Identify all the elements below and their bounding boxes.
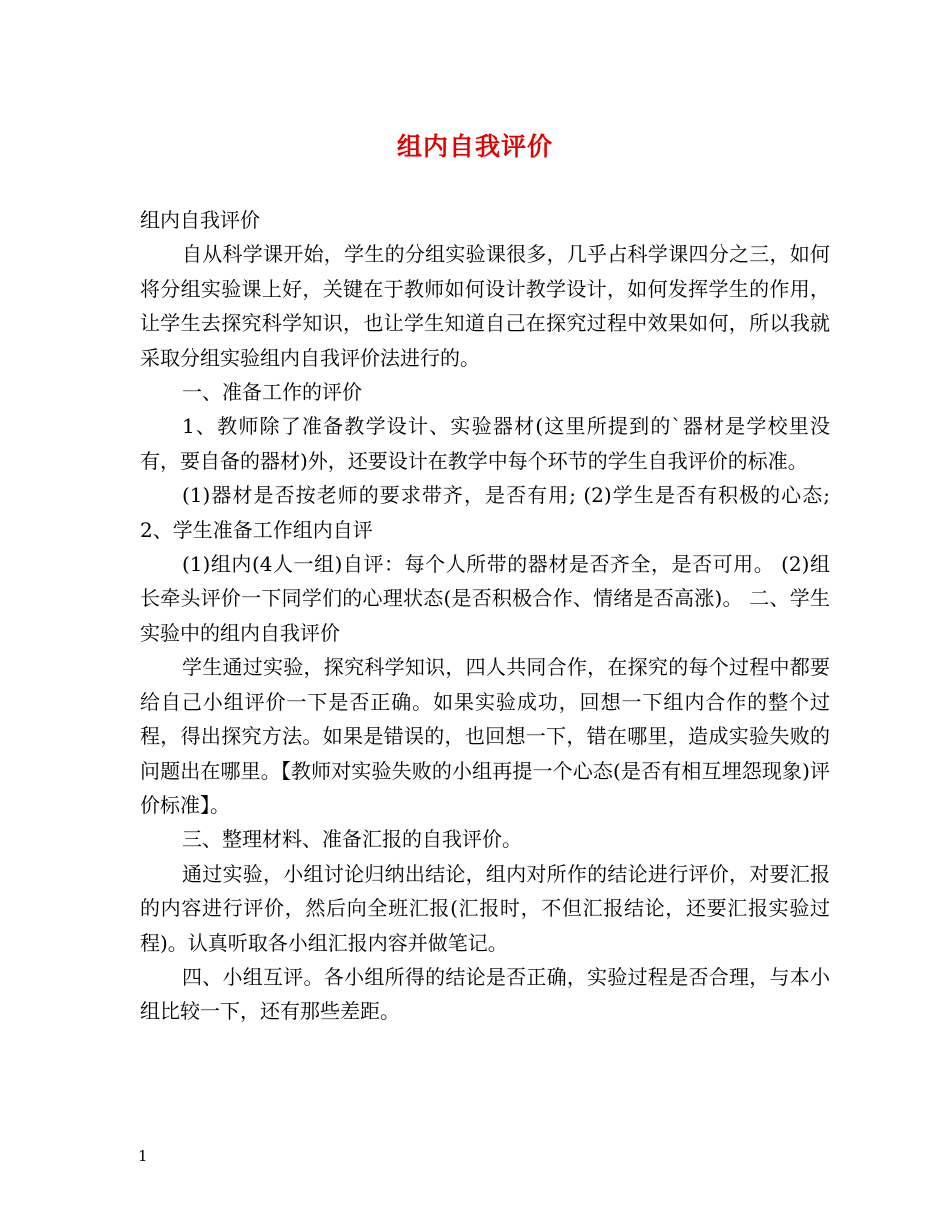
paragraph-experiment: 学生通过实验，探究科学知识，四人共同合作，在探究的每个过程中都要给自己小组评价一下是否正确。如果实验成功，回想一下组内合作的整个过程，得出探究方法。如果是错误的，也回想一下，错在哪里，造成实验失败的问题出在哪里。【教师对实验失败的小组再提一个心态(是否有相互埋怨现象)评价标准】。 <box>140 655 830 817</box>
paragraph-report: 通过实验，小组讨论归纳出结论，组内对所作的结论进行评价，对要汇报的内容进行评价，然后向全班汇报(汇报时，不但汇报结论，还要汇报实验过程)。认真听取各小组汇报内容并做笔记。 <box>140 861 830 955</box>
paragraph-teacher-prep: 1、教师除了准备教学设计、实验器材(这里所提到的`器材是学校里没有，要自备的器材)外，还要设计在教学中每个环节的学生自我评价的标准。 <box>140 414 830 473</box>
section-heading-1: 一、准备工作的评价 <box>182 380 362 405</box>
page-number: 1 <box>138 1147 148 1165</box>
paragraph-intro: 自从科学课开始，学生的分组实验课很多，几乎占科学课四分之三，如何将分组实验课上好，关键在于教师如何设计教学设计，如何发挥学生的作用，让学生去探究科学知识，也让学生知道自己在探究过程中效果如何，所以我就采取分组实验组内自我评价法进行的。 <box>140 242 830 370</box>
paragraph-peer-eval: 四、小组互评。各小组所得的结论是否正确，实验过程是否合理，与本小组比较一下，还有那些差距。 <box>140 964 830 1024</box>
document-body <box>140 203 830 1029</box>
section-heading-3: 三、整理材料、准备汇报的自我评价。 <box>182 827 522 852</box>
paragraph-group-self-eval: (1)组内(4人一组)自评：每个人所带的器材是否齐全，是否可用。 (2)组长牵头评价一下同学们的心理状态(是否积极合作、情绪是否高涨)。 二、学生实验中的组内自我评价 <box>140 552 830 645</box>
document-title: 组内自我评价 <box>396 132 553 161</box>
paragraph-heading: 组内自我评价 <box>140 208 260 232</box>
paragraph-criteria: (1)器材是否按老师的要求带齐，是否有用; (2)学生是否有积极的心态; 2、学生准备工作组内自评 <box>140 483 830 542</box>
